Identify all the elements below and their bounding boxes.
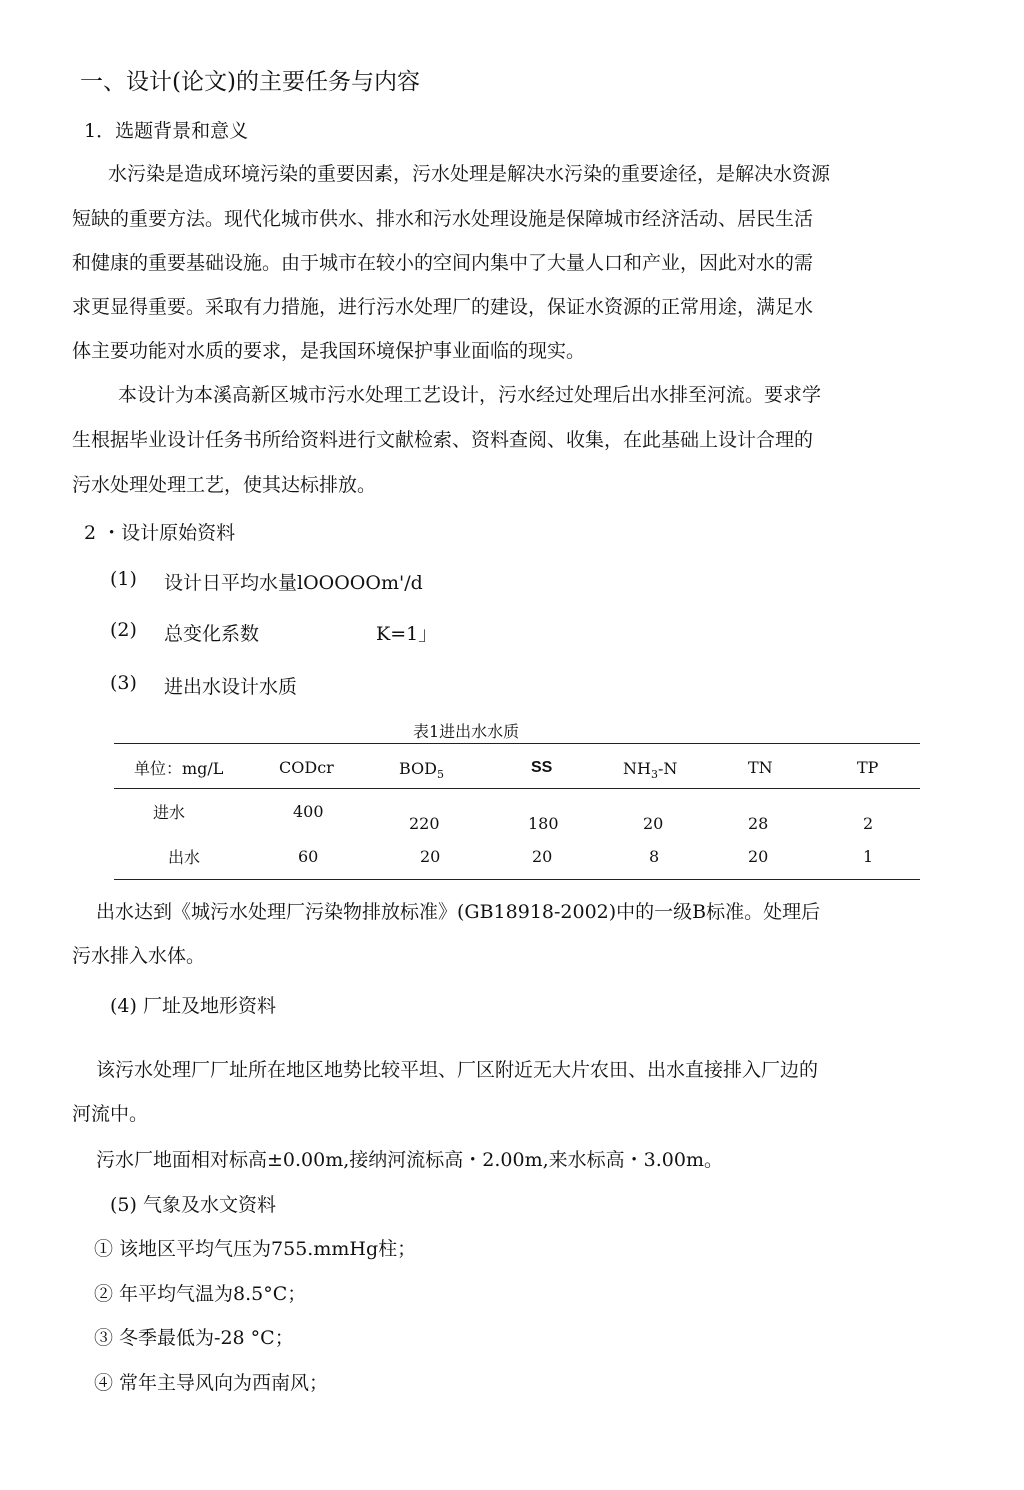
- table-header-nh3n: [623, 759, 677, 781]
- table-cell: 20: [532, 847, 553, 866]
- table-bottom-rule: [114, 879, 920, 880]
- table-header-unit: 单位：mg/L: [134, 759, 224, 778]
- list-item-number: (2): [110, 619, 137, 641]
- table-row-label-outflow: 出水: [168, 848, 201, 867]
- bod-subscript: 5: [437, 768, 444, 782]
- table-header-codcr: CODcr: [279, 758, 334, 777]
- table-cell: 28: [748, 814, 769, 833]
- list-item-text: 进出水设计水质: [164, 676, 298, 698]
- table-cell: 400: [293, 802, 324, 821]
- table-cell: 8: [649, 847, 660, 866]
- nh-label: NH: [623, 759, 651, 778]
- table-cell: 20: [643, 814, 664, 833]
- table-header-tn: TN: [748, 758, 773, 777]
- table-cell: 220: [409, 814, 440, 833]
- table-cell: 20: [420, 847, 441, 866]
- paragraph-line: 该污水处理厂厂址所在地区地势比较平坦、厂区附近无大片农田、出水直接排入厂边的: [96, 1059, 819, 1081]
- table-header-bod5: [399, 759, 444, 781]
- paragraph-line: 体主要功能对水质的要求，是我国环境保护事业面临的现实。: [72, 340, 586, 362]
- section-heading-design-data: 2 ・设计原始资料: [84, 522, 236, 544]
- table-row-label-inflow: 进水: [153, 803, 186, 822]
- list-item-text: 设计日平均水量lOOOOOm'/d: [164, 572, 423, 594]
- paragraph-line: 污水排入水体。: [72, 945, 206, 967]
- elevation-line: 污水厂地面相对标高±0.00m,接纳河流标高・2.00m,来水标高・3.00m。: [96, 1149, 723, 1171]
- paragraph-line: 本设计为本溪高新区城市污水处理工艺设计，污水经过处理后出水排至河流。要求学: [118, 384, 822, 406]
- table-cell: 1: [863, 847, 874, 866]
- list-item-text: 总变化系数: [164, 623, 260, 645]
- paragraph-line: 求更显得重要。采取有力措施，进行污水处理厂的建设，保证水资源的正常用途，满足水: [72, 296, 814, 318]
- paragraph-line: 水污染是造成环境污染的重要因素，污水处理是解决水污染的重要途径，是解决水资源: [108, 163, 831, 185]
- paragraph-line: 和健康的重要基础设施。由于城市在较小的空间内集中了大量人口和产业，因此对水的需: [72, 252, 814, 274]
- page-title: 一、设计(论文)的主要任务与内容: [80, 69, 420, 95]
- paragraph-line: 污水处理处理工艺，使其达标排放。: [72, 474, 377, 496]
- list-item-value: K=1」: [376, 623, 438, 645]
- table-top-rule: [114, 743, 920, 744]
- paragraph-line: 生根据毕业设计任务书所给资料进行文献检索、资料查阅、收集，在此基础上设计合理的: [72, 429, 814, 451]
- list-item-number: (1): [110, 568, 137, 590]
- table-header-rule: [114, 788, 920, 789]
- paragraph-line: 短缺的重要方法。现代化城市供水、排水和污水处理设施是保障城市经济活动、居民生活: [72, 208, 814, 230]
- list-item-number: (3): [110, 672, 137, 694]
- table-caption: 表1进出水水质: [413, 722, 520, 741]
- climate-item: ③ 冬季最低为-28 °C；: [94, 1327, 294, 1349]
- section-heading-background: 1．选题背景和意义: [84, 120, 249, 142]
- climate-item: ② 年平均气温为8.5°C；: [94, 1283, 307, 1305]
- paragraph-line: 出水达到《城污水处理厂污染物排放标准》(GB18918-2002)中的一级B标准。处理后: [96, 901, 821, 923]
- nh-suffix: -N: [657, 759, 678, 778]
- table-header-tp: TP: [857, 758, 879, 777]
- list-item-climate: (5) 气象及水文资料: [110, 1194, 276, 1216]
- table-cell: 2: [863, 814, 874, 833]
- climate-item: ④ 常年主导风向为西南风；: [94, 1372, 329, 1394]
- table-cell: 60: [298, 847, 319, 866]
- paragraph-line: 河流中。: [72, 1103, 149, 1125]
- climate-item: ① 该地区平均气压为755.mmHg柱；: [94, 1238, 417, 1260]
- list-item-site: (4) 厂址及地形资料: [110, 995, 276, 1017]
- table-cell: 180: [528, 814, 559, 833]
- table-header-ss: SS: [531, 759, 553, 776]
- bod-label: BOD: [399, 759, 437, 778]
- nh-subscript: 3: [650, 768, 658, 782]
- table-cell: 20: [748, 847, 769, 866]
